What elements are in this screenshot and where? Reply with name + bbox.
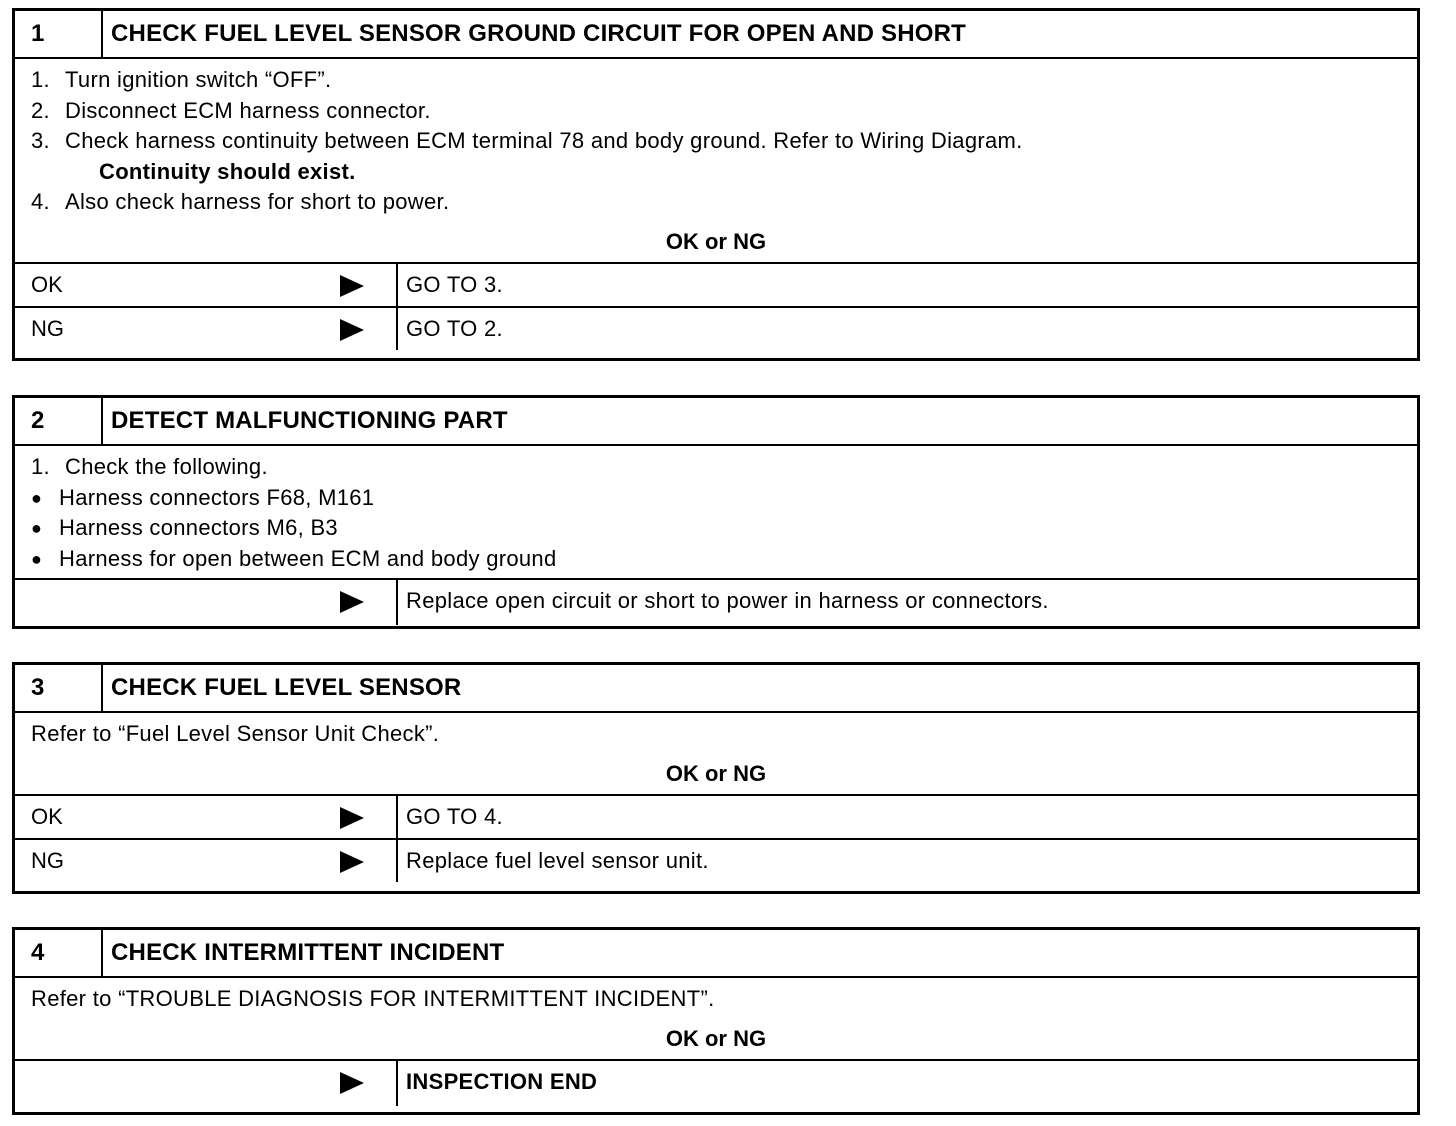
step-instructions	[15, 978, 1417, 1015]
step-instructions	[15, 446, 1417, 578]
result-label: OK	[15, 264, 398, 306]
step-2-box	[12, 395, 1420, 629]
arrow-right-icon	[340, 275, 364, 297]
result-action: Replace open circuit or short to power in harness or connectors.	[406, 588, 1049, 613]
result-label: OK	[15, 796, 398, 838]
bullet-icon: ●	[31, 518, 43, 538]
step-title: DETECT MALFUNCTIONING PART	[111, 407, 508, 434]
step-number: 3	[15, 665, 103, 711]
instruction-line: 4. Also check harness for short to power.	[31, 189, 450, 214]
result-label: NG	[15, 840, 398, 882]
step-title: CHECK FUEL LEVEL SENSOR GROUND CIRCUIT FOR OPEN AND SHORT	[111, 20, 967, 47]
step-header	[15, 665, 1417, 713]
step-header	[15, 11, 1417, 59]
step-header	[15, 930, 1417, 978]
step-title: CHECK INTERMITTENT INCIDENT	[111, 939, 505, 966]
bullet-item: ● Harness connectors F68, M161	[31, 483, 1401, 514]
result-action: GO TO 3.	[406, 271, 503, 297]
instruction-line: 2. Disconnect ECM harness connector.	[31, 97, 431, 123]
step-1-box	[12, 8, 1420, 361]
result-label: NG	[15, 308, 398, 350]
bullet-icon: ●	[31, 548, 43, 569]
step-header	[15, 398, 1417, 446]
result-action: GO TO 4.	[406, 803, 503, 829]
step-instructions	[15, 59, 1417, 218]
ok-or-ng-label: OK or NG	[665, 228, 767, 254]
result-row	[15, 1059, 1417, 1106]
instruction-line: Refer to “Fuel Level Sensor Unit Check”.	[31, 721, 440, 746]
arrow-right-icon	[340, 319, 364, 341]
step-title: CHECK FUEL LEVEL SENSOR	[111, 674, 462, 701]
result-row-ok	[15, 794, 1417, 838]
instruction-line: 3. Check harness continuity between ECM terminal 78 and body ground. Refer to Wiring Diagram.	[31, 128, 1023, 153]
instruction-line: 1. Turn ignition switch “OFF”.	[31, 67, 332, 92]
result-action: GO TO 2.	[406, 315, 503, 341]
result-row-ng	[15, 838, 1417, 882]
ok-or-ng-label: OK or NG	[665, 1025, 767, 1051]
step-number: 2	[15, 398, 103, 444]
step-3-box	[12, 662, 1420, 894]
instruction-line: 1. Check the following.	[31, 454, 268, 479]
bullet-icon: ●	[31, 487, 43, 508]
result-action: INSPECTION END	[406, 1068, 598, 1094]
step-number: 1	[15, 11, 103, 57]
result-action: Replace fuel level sensor unit.	[406, 847, 709, 873]
result-label	[15, 1061, 398, 1106]
ok-or-ng-label: OK or NG	[665, 760, 767, 786]
result-row-ok	[15, 262, 1417, 306]
step-number: 4	[15, 930, 103, 976]
arrow-right-icon	[340, 851, 364, 873]
specification-note: Continuity should exist.	[99, 158, 356, 184]
arrow-right-icon	[340, 1072, 364, 1094]
step-4-box	[12, 927, 1420, 1115]
bullet-item: ● Harness for open between ECM and body ground	[31, 544, 1401, 575]
arrow-right-icon	[340, 807, 364, 829]
bullet-item: ● Harness connectors M6, B3	[31, 513, 1401, 544]
arrow-right-icon	[340, 591, 364, 613]
instruction-line: Refer to “TROUBLE DIAGNOSIS FOR INTERMITTENT INCIDENT”.	[31, 986, 715, 1011]
result-row	[15, 578, 1417, 625]
result-row-ng	[15, 306, 1417, 350]
step-instructions	[15, 713, 1417, 750]
result-label	[15, 580, 398, 625]
